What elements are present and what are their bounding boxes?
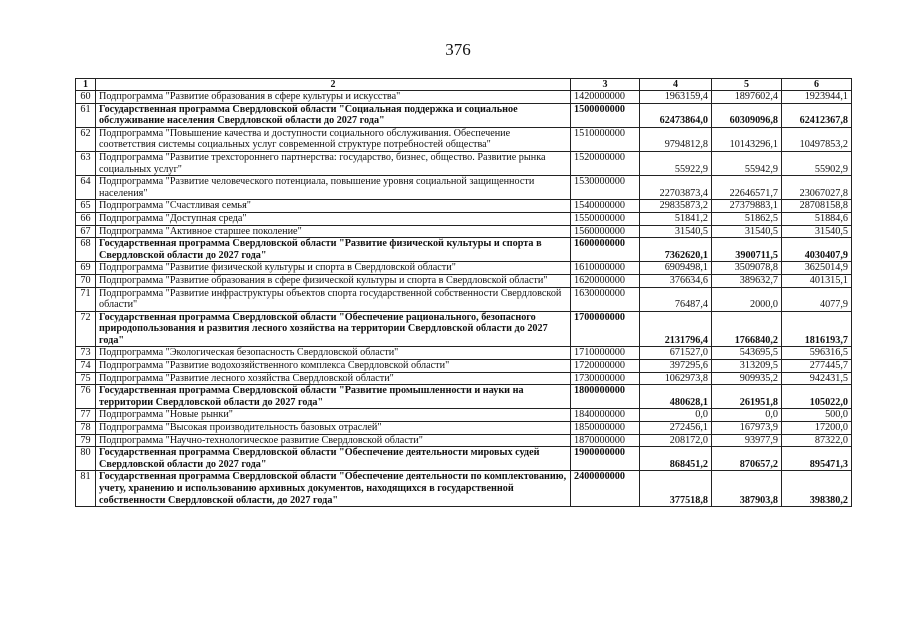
row-code: 1500000000 (571, 103, 640, 127)
row-value-col6: 398380,2 (782, 471, 852, 507)
table-row (76, 225, 852, 238)
row-value-col6: 17200,0 (782, 422, 852, 435)
row-value-col6: 942431,5 (782, 372, 852, 385)
column-header-1: 1 (76, 79, 96, 91)
table-row (76, 151, 852, 175)
table-row (76, 212, 852, 225)
row-name: Государственная программа Свердловской области "Обеспечение деятельности по комплектованию, учету, хранению и использованию архивных документов, находящихся в государственной собственности Свердловской области, до 2027 года" (96, 471, 571, 507)
row-number: 67 (76, 225, 96, 238)
row-number: 72 (76, 311, 96, 347)
row-value-col6: 31540,5 (782, 225, 852, 238)
row-number: 77 (76, 409, 96, 422)
row-value-col4: 671527,0 (640, 347, 712, 360)
table-row (76, 200, 852, 213)
row-value-col5: 870657,2 (712, 447, 782, 471)
row-name: Государственная программа Свердловской области "Обеспечение деятельности мировых судей Свердловской области до 2027 года" (96, 447, 571, 471)
row-name: Государственная программа Свердловской области "Социальная поддержка и социальное обслуживание населения Свердловской области до 2027 года" (96, 103, 571, 127)
row-name: Подпрограмма "Доступная среда" (96, 212, 571, 225)
row-value-col4: 208172,0 (640, 434, 712, 447)
row-value-col6: 4077,9 (782, 287, 852, 311)
row-name: Подпрограмма "Развитие водохозяйственного комплекса Свердловской области" (96, 360, 571, 373)
row-name: Подпрограмма "Новые рынки" (96, 409, 571, 422)
row-name: Подпрограмма "Развитие физической культуры и спорта в Свердловской области" (96, 262, 571, 275)
row-code: 1850000000 (571, 422, 640, 435)
row-value-col5: 55942,9 (712, 151, 782, 175)
row-value-col5: 909935,2 (712, 372, 782, 385)
row-value-col6: 895471,3 (782, 447, 852, 471)
row-value-col5: 10143296,1 (712, 127, 782, 151)
table-row (76, 422, 852, 435)
row-number: 73 (76, 347, 96, 360)
table-row (76, 409, 852, 422)
row-value-col5: 1766840,2 (712, 311, 782, 347)
row-number: 74 (76, 360, 96, 373)
row-number: 64 (76, 176, 96, 200)
row-value-col5: 387903,8 (712, 471, 782, 507)
row-code: 1870000000 (571, 434, 640, 447)
row-number: 66 (76, 212, 96, 225)
row-value-col5: 60309096,8 (712, 103, 782, 127)
row-value-col6: 1816193,7 (782, 311, 852, 347)
row-value-col4: 6909498,1 (640, 262, 712, 275)
row-name: Подпрограмма "Экологическая безопасность Свердловской области" (96, 347, 571, 360)
budget-table (75, 78, 852, 507)
row-number: 76 (76, 385, 96, 409)
row-value-col5: 313209,5 (712, 360, 782, 373)
row-value-col4: 76487,4 (640, 287, 712, 311)
row-value-col5: 93977,9 (712, 434, 782, 447)
row-name: Подпрограмма "Научно-технологическое развитие Свердловской области" (96, 434, 571, 447)
table-row (76, 176, 852, 200)
row-value-col4: 51841,2 (640, 212, 712, 225)
table-row (76, 103, 852, 127)
row-number: 81 (76, 471, 96, 507)
row-name: Подпрограмма "Развитие инфраструктуры объектов спорта государственной собственности Свердловской области" (96, 287, 571, 311)
row-value-col4: 9794812,8 (640, 127, 712, 151)
row-name: Подпрограмма "Повышение качества и доступности социального обслуживания. Обеспечение соответствия системы социальных услуг современной структуре потребностей общества" (96, 127, 571, 151)
row-name: Государственная программа Свердловской области "Развитие физической культуры и спорта в Свердловской области до 2027 года" (96, 238, 571, 262)
row-number: 79 (76, 434, 96, 447)
table-row (76, 127, 852, 151)
row-value-col4: 22703873,4 (640, 176, 712, 200)
row-name: Подпрограмма "Высокая производительность базовых отраслей" (96, 422, 571, 435)
table-body (76, 91, 852, 507)
row-code: 1840000000 (571, 409, 640, 422)
table-row (76, 471, 852, 507)
row-value-col6: 3625014,9 (782, 262, 852, 275)
row-value-col5: 51862,5 (712, 212, 782, 225)
row-value-col5: 22646571,7 (712, 176, 782, 200)
row-code: 1720000000 (571, 360, 640, 373)
column-header-6: 6 (782, 79, 852, 91)
row-number: 68 (76, 238, 96, 262)
row-number: 75 (76, 372, 96, 385)
row-value-col5: 0,0 (712, 409, 782, 422)
row-value-col6: 4030407,9 (782, 238, 852, 262)
row-value-col4: 62473864,0 (640, 103, 712, 127)
row-code: 1600000000 (571, 238, 640, 262)
row-value-col4: 480628,1 (640, 385, 712, 409)
row-code: 1560000000 (571, 225, 640, 238)
row-code: 1730000000 (571, 372, 640, 385)
row-name: Подпрограмма "Развитие образования в сфере физической культуры и спорта в Свердловской области" (96, 274, 571, 287)
row-code: 1510000000 (571, 127, 640, 151)
row-number: 69 (76, 262, 96, 275)
row-number: 62 (76, 127, 96, 151)
row-value-col6: 105022,0 (782, 385, 852, 409)
table-row (76, 434, 852, 447)
row-value-col4: 868451,2 (640, 447, 712, 471)
row-name: Подпрограмма "Активное старшее поколение" (96, 225, 571, 238)
row-value-col6: 28708158,8 (782, 200, 852, 213)
table-row (76, 91, 852, 104)
row-value-col5: 3509078,8 (712, 262, 782, 275)
row-value-col4: 29835873,2 (640, 200, 712, 213)
row-value-col6: 401315,1 (782, 274, 852, 287)
row-value-col6: 596316,5 (782, 347, 852, 360)
row-value-col4: 2131796,4 (640, 311, 712, 347)
row-name: Подпрограмма "Счастливая семья" (96, 200, 571, 213)
row-number: 65 (76, 200, 96, 213)
row-value-col4: 272456,1 (640, 422, 712, 435)
table-row (76, 287, 852, 311)
row-value-col6: 62412367,8 (782, 103, 852, 127)
row-value-col6: 277445,7 (782, 360, 852, 373)
row-number: 71 (76, 287, 96, 311)
row-value-col4: 55922,9 (640, 151, 712, 175)
page-number: 376 (445, 40, 471, 59)
table-row (76, 385, 852, 409)
row-code: 1710000000 (571, 347, 640, 360)
row-value-col6: 23067027,8 (782, 176, 852, 200)
row-value-col6: 1923944,1 (782, 91, 852, 104)
row-value-col4: 376634,6 (640, 274, 712, 287)
row-value-col4: 1963159,4 (640, 91, 712, 104)
row-value-col5: 27379883,1 (712, 200, 782, 213)
header-row (76, 79, 852, 91)
row-code: 1520000000 (571, 151, 640, 175)
row-name: Подпрограмма "Развитие трехстороннего партнерства: государство, бизнес, общество. Развитие рынка социальных услуг" (96, 151, 571, 175)
row-value-col5: 543695,5 (712, 347, 782, 360)
column-header-2: 2 (96, 79, 571, 91)
table-row (76, 311, 852, 347)
row-code: 1550000000 (571, 212, 640, 225)
column-header-5: 5 (712, 79, 782, 91)
row-value-col5: 2000,0 (712, 287, 782, 311)
row-value-col5: 31540,5 (712, 225, 782, 238)
row-code: 1700000000 (571, 311, 640, 347)
column-header-4: 4 (640, 79, 712, 91)
row-name: Подпрограмма "Развитие образования в сфере культуры и искусства" (96, 91, 571, 104)
row-value-col4: 7362620,1 (640, 238, 712, 262)
row-value-col6: 10497853,2 (782, 127, 852, 151)
row-value-col5: 167973,9 (712, 422, 782, 435)
row-value-col4: 397295,6 (640, 360, 712, 373)
row-code: 1420000000 (571, 91, 640, 104)
row-number: 61 (76, 103, 96, 127)
row-value-col5: 3900711,5 (712, 238, 782, 262)
row-number: 70 (76, 274, 96, 287)
table-row (76, 372, 852, 385)
row-number: 60 (76, 91, 96, 104)
row-value-col6: 51884,6 (782, 212, 852, 225)
row-code: 1800000000 (571, 385, 640, 409)
row-code: 1630000000 (571, 287, 640, 311)
row-code: 1620000000 (571, 274, 640, 287)
row-value-col4: 0,0 (640, 409, 712, 422)
row-code: 1540000000 (571, 200, 640, 213)
row-value-col5: 261951,8 (712, 385, 782, 409)
row-name: Подпрограмма "Развитие человеческого потенциала, повышение уровня социальной защищенности населения" (96, 176, 571, 200)
row-value-col4: 31540,5 (640, 225, 712, 238)
row-name: Подпрограмма "Развитие лесного хозяйства Свердловской области" (96, 372, 571, 385)
table-row (76, 360, 852, 373)
row-name: Государственная программа Свердловской области "Обеспечение рационального, безопасного природопользования и развития лесного хозяйства на территории Свердловской области до 2027 года" (96, 311, 571, 347)
row-code: 1530000000 (571, 176, 640, 200)
row-value-col4: 1062973,8 (640, 372, 712, 385)
row-code: 1900000000 (571, 447, 640, 471)
table-row (76, 274, 852, 287)
table-row (76, 238, 852, 262)
row-value-col6: 87322,0 (782, 434, 852, 447)
table-row (76, 447, 852, 471)
table-row (76, 347, 852, 360)
row-number: 80 (76, 447, 96, 471)
row-code: 2400000000 (571, 471, 640, 507)
row-code: 1610000000 (571, 262, 640, 275)
table-row (76, 262, 852, 275)
row-value-col5: 1897602,4 (712, 91, 782, 104)
row-name: Государственная программа Свердловской области "Развитие промышленности и науки на территории Свердловской области до 2027 года" (96, 385, 571, 409)
row-value-col4: 377518,8 (640, 471, 712, 507)
row-value-col5: 389632,7 (712, 274, 782, 287)
row-value-col6: 500,0 (782, 409, 852, 422)
row-number: 63 (76, 151, 96, 175)
column-header-3: 3 (571, 79, 640, 91)
row-value-col6: 55902,9 (782, 151, 852, 175)
row-number: 78 (76, 422, 96, 435)
